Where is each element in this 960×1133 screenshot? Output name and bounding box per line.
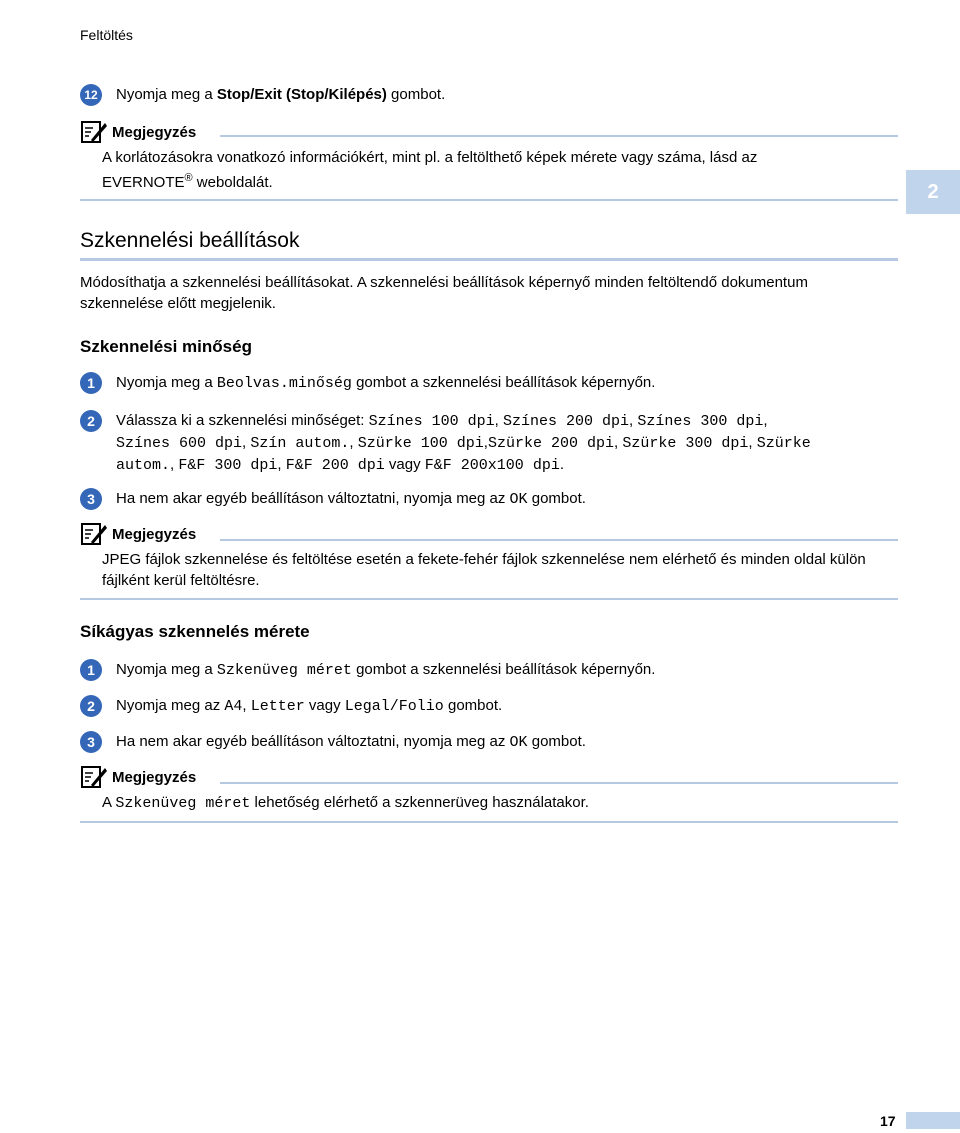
option-a4: A4	[224, 698, 243, 715]
step-text-pre: Nyomja meg a	[116, 661, 217, 678]
separator: ,	[483, 434, 488, 451]
option-gray-100: Szürke 100 dpi	[357, 435, 484, 452]
separator: .	[559, 456, 564, 473]
scan-quality-button-label: Beolvas.minőség	[216, 375, 352, 392]
registered-mark: ®	[184, 172, 193, 184]
note-text	[102, 792, 902, 814]
step-text-post: gombot a szkennelési beállítások képernyőn.	[351, 374, 656, 391]
section-title: Szkennelési beállítások	[80, 229, 300, 252]
separator: ,	[170, 456, 179, 473]
note-text: JPEG fájlok szkennelése és feltöltése esetén a fekete-fehér fájlok szkennelése nem elérhető és minden oldal külön fájlként kerül feltöltésre.	[102, 551, 866, 589]
ok-button-label: OK	[509, 491, 528, 508]
separator: ,	[242, 697, 251, 714]
note-end-rule	[80, 598, 898, 600]
step-number-badge: 1	[80, 372, 102, 394]
option-gray-auto-b: autom.	[116, 457, 171, 474]
option-gray-auto-a: Szürke	[756, 435, 811, 452]
step-number-badge: 12	[80, 84, 102, 106]
subsection-title-quality: Szkennelési minőség	[80, 337, 252, 356]
note-heading	[80, 520, 898, 550]
step-text	[116, 84, 906, 105]
note-end-rule	[80, 821, 898, 823]
separator: ,	[494, 412, 504, 429]
step-text-pre: Nyomja meg az	[116, 697, 225, 714]
note-text	[102, 147, 902, 193]
note-title: Megjegyzés	[112, 124, 197, 141]
step-text	[116, 372, 906, 394]
note-rule	[220, 135, 898, 137]
option-color-100: Színes 100 dpi	[368, 413, 495, 430]
pencil-note-icon	[80, 763, 108, 791]
step-number-badge: 2	[80, 695, 102, 717]
option-bw-200x100: F&F 200x100 dpi	[424, 457, 560, 474]
chapter-tab: 2	[906, 170, 960, 214]
ok-button-label: OK	[509, 734, 528, 751]
step-text	[116, 410, 906, 476]
separator: vagy	[384, 456, 425, 473]
step-text	[116, 488, 906, 510]
step-text-pre: Nyomja meg a	[116, 374, 217, 391]
step-number-badge: 3	[80, 731, 102, 753]
note-text-a: A korlátozásokra vonatkozó információkért, mint pl. a feltölthető képek mérete vagy száma, lásd az	[102, 149, 758, 166]
option-color-200: Színes 200 dpi	[503, 413, 630, 430]
option-bw-300: F&F 300 dpi	[178, 457, 278, 474]
separator: ,	[613, 434, 623, 451]
separator: ,	[748, 434, 757, 451]
step-text	[116, 731, 906, 753]
step-text-pre: Válassza ki a szkennelési minőséget:	[116, 412, 369, 429]
step-text-post: gombot.	[386, 86, 446, 103]
glass-size-button-label: Szkenüveg méret	[216, 662, 352, 679]
section-title-rule	[80, 258, 898, 261]
option-letter: Letter	[250, 698, 305, 715]
step-text	[116, 659, 906, 681]
option-color-auto: Szín autom.	[250, 435, 350, 452]
note-text-pre: A	[102, 794, 116, 811]
step-text-post: gombot.	[527, 733, 586, 750]
running-header: Feltöltés	[80, 27, 133, 43]
separator: ,	[629, 412, 638, 429]
stop-exit-label: Stop/Exit (Stop/Kilépés)	[216, 86, 387, 103]
option-legal-folio: Legal/Folio	[344, 698, 444, 715]
step-number-badge: 2	[80, 410, 102, 432]
subsection-title-size: Síkágyas szkennelés mérete	[80, 622, 310, 641]
step-text-post: gombot.	[443, 697, 503, 714]
option-bw-200: F&F 200 dpi	[285, 457, 385, 474]
note-title: Megjegyzés	[112, 526, 197, 543]
footer-bar	[906, 1112, 960, 1129]
step-text-pre: Ha nem akar egyéb beállításon változtatni, nyomja meg az	[116, 733, 510, 750]
option-gray-200: Szürke 200 dpi	[487, 435, 614, 452]
step-text-post: gombot.	[527, 490, 586, 507]
note-text-b: EVERNOTE	[102, 174, 185, 191]
step-text	[116, 695, 906, 717]
step-text-pre: Ha nem akar egyéb beállításon változtatni, nyomja meg az	[116, 490, 510, 507]
step-text-post: gombot a szkennelési beállítások képernyőn.	[351, 661, 656, 678]
note-text-c: weboldalát.	[192, 174, 273, 191]
note-rule	[220, 539, 898, 541]
page-number: 17	[880, 1113, 896, 1129]
note-rule	[220, 782, 898, 784]
step-number-badge: 3	[80, 488, 102, 510]
note-heading	[80, 763, 898, 793]
note-heading	[80, 118, 898, 148]
pencil-note-icon	[80, 118, 108, 146]
separator: ,	[242, 434, 251, 451]
option-gray-300: Szürke 300 dpi	[622, 435, 749, 452]
step-number-badge: 1	[80, 659, 102, 681]
glass-size-label: Szkenüveg méret	[115, 795, 251, 812]
note-text-post: lehetőség elérhető a szkennerüveg használatakor.	[250, 794, 589, 811]
separator: ,	[349, 434, 358, 451]
step-text-pre: Nyomja meg a	[116, 86, 217, 103]
option-color-300: Színes 300 dpi	[637, 413, 764, 430]
separator: vagy	[304, 697, 345, 714]
separator: ,	[277, 456, 286, 473]
note-title: Megjegyzés	[112, 769, 197, 786]
section-intro: Módosíthatja a szkennelési beállításokat. A szkennelési beállítások képernyő minden feltöltendő dokumentum szkennelése előtt megjelenik.	[80, 274, 808, 312]
pencil-note-icon	[80, 520, 108, 548]
note-end-rule	[80, 199, 898, 201]
separator: ,	[763, 412, 768, 429]
option-color-600: Színes 600 dpi	[116, 435, 243, 452]
